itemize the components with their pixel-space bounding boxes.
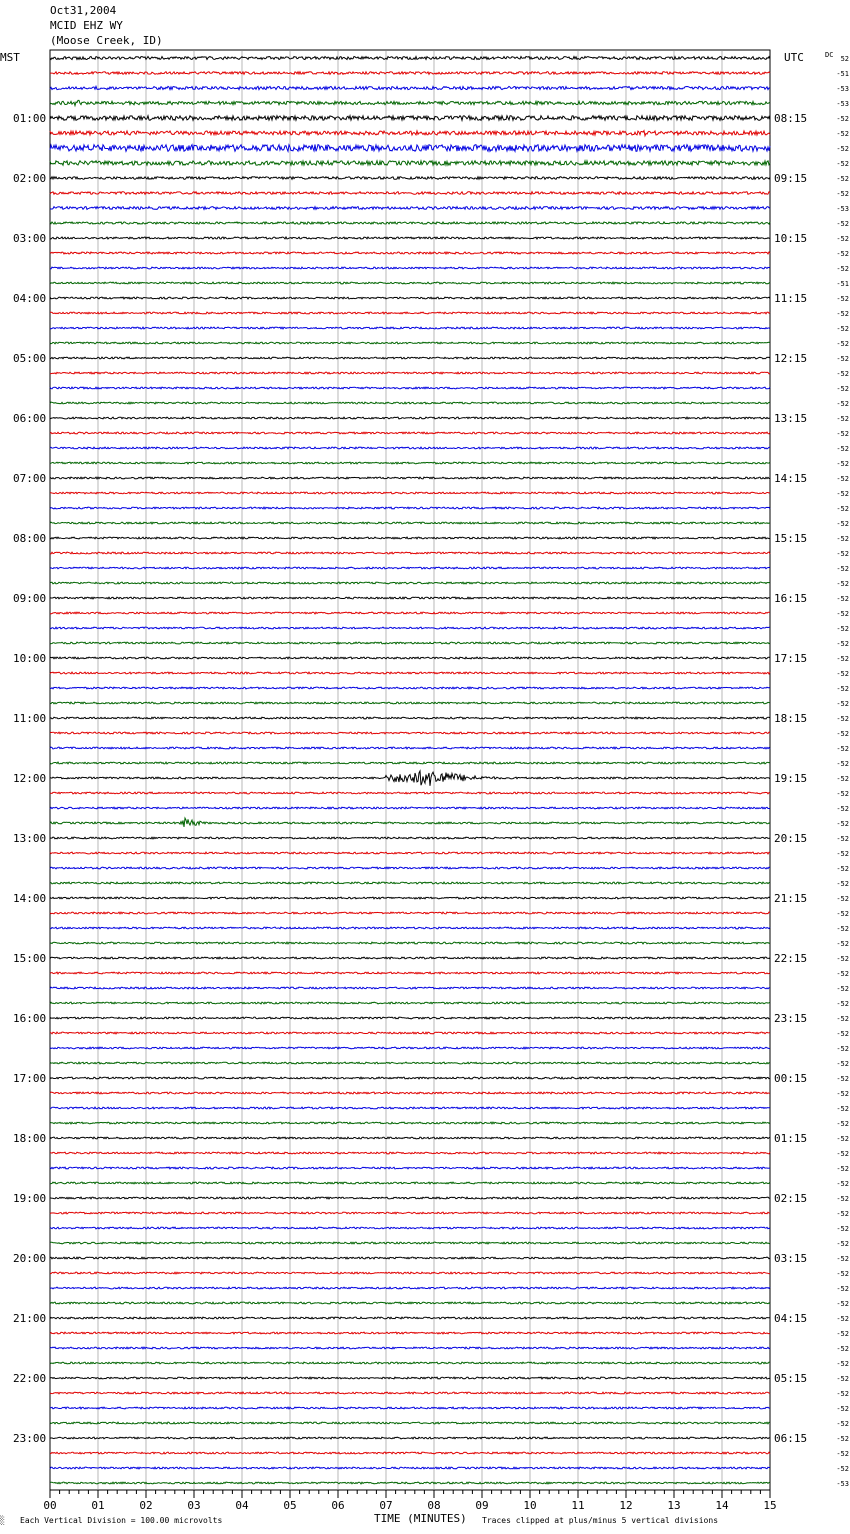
seismic-trace bbox=[50, 1452, 770, 1454]
dc-offset-label: -52 bbox=[836, 220, 849, 228]
dc-offset-label: -52 bbox=[836, 340, 849, 348]
dc-offset-label: -52 bbox=[836, 130, 849, 138]
mst-hour-label: 15:00 bbox=[13, 952, 47, 965]
dc-offset-label: -52 bbox=[836, 1135, 849, 1143]
dc-offset-label: -52 bbox=[836, 460, 849, 468]
seismic-trace bbox=[50, 312, 770, 314]
dc-offset-label: -52 bbox=[836, 1330, 849, 1338]
x-tick-label: 09 bbox=[475, 1499, 489, 1512]
dc-offset-label: -52 bbox=[836, 1300, 849, 1308]
seismic-trace bbox=[50, 432, 770, 434]
x-tick-label: 06 bbox=[331, 1499, 345, 1512]
seismic-trace bbox=[50, 1422, 770, 1424]
mst-hour-label: 21:00 bbox=[13, 1312, 47, 1325]
seismic-trace bbox=[50, 1122, 770, 1124]
seismic-trace bbox=[50, 1332, 770, 1334]
mst-hour-label: 05:00 bbox=[13, 352, 47, 365]
dc-offset-label: -52 bbox=[836, 700, 849, 708]
seismic-trace bbox=[50, 717, 770, 719]
seismic-trace bbox=[50, 237, 770, 239]
utc-hour-label: 09:15 bbox=[774, 172, 808, 185]
seismic-trace bbox=[50, 537, 770, 539]
dc-offset-label: -52 bbox=[836, 490, 849, 498]
x-tick-label: 03 bbox=[187, 1499, 201, 1512]
mst-hour-label: 16:00 bbox=[13, 1012, 47, 1025]
x-tick-label: 13 bbox=[667, 1499, 681, 1512]
dc-offset-label: -52 bbox=[836, 1150, 849, 1158]
seismic-trace bbox=[50, 957, 770, 959]
dc-offset-label: -52 bbox=[836, 715, 849, 723]
dc-offset-label: -52 bbox=[836, 835, 849, 843]
mst-hour-label: 20:00 bbox=[13, 1252, 47, 1265]
dc-offset-label: -52 bbox=[836, 760, 849, 768]
axis-labels bbox=[13, 55, 849, 1512]
utc-hour-label: 05:15 bbox=[774, 1372, 808, 1385]
seismic-trace bbox=[50, 912, 770, 914]
x-tick-label: 07 bbox=[379, 1499, 393, 1512]
dc-offset-label: -52 bbox=[836, 475, 849, 483]
mst-hour-label: 02:00 bbox=[13, 172, 47, 185]
dc-offset-label: -52 bbox=[836, 1015, 849, 1023]
seismic-trace bbox=[50, 282, 770, 284]
dc-offset-label: -52 bbox=[836, 640, 849, 648]
dc-offset-label: -52 bbox=[836, 550, 849, 558]
seismic-trace bbox=[50, 462, 770, 464]
dc-offset-label: -52 bbox=[836, 175, 849, 183]
seismic-trace bbox=[50, 1047, 770, 1049]
mst-hour-label: 10:00 bbox=[13, 652, 47, 665]
seismic-trace bbox=[50, 192, 770, 195]
dc-offset-label: -52 bbox=[836, 400, 849, 408]
dc-offset-label: -52 bbox=[836, 625, 849, 633]
seismic-trace bbox=[50, 342, 770, 344]
seismic-trace bbox=[50, 177, 770, 180]
seismic-trace bbox=[50, 1317, 770, 1319]
dc-offset-label: -52 bbox=[836, 1210, 849, 1218]
seismic-trace bbox=[50, 357, 770, 359]
dc-offset-label: -52 bbox=[836, 1045, 849, 1053]
seismic-trace bbox=[50, 1392, 770, 1394]
seismic-trace bbox=[50, 942, 770, 944]
seismic-trace bbox=[50, 771, 770, 786]
mst-hour-label: 23:00 bbox=[13, 1432, 47, 1445]
seismic-trace bbox=[50, 1167, 770, 1169]
dc-offset-label: -53 bbox=[836, 100, 849, 108]
x-axis-title: TIME (MINUTES) bbox=[374, 1512, 467, 1525]
plot-date: Oct31,2004 bbox=[50, 4, 117, 17]
seismic-trace bbox=[50, 1212, 770, 1214]
utc-hour-label: 00:15 bbox=[774, 1072, 808, 1085]
seismic-trace bbox=[50, 627, 770, 629]
seismic-trace bbox=[50, 867, 770, 869]
seismic-trace bbox=[50, 792, 770, 794]
dc-offset-label: -52 bbox=[836, 865, 849, 873]
station-location: (Moose Creek, ID) bbox=[50, 34, 163, 47]
seismic-trace bbox=[50, 161, 770, 165]
mst-hour-label: 13:00 bbox=[13, 832, 47, 845]
dc-offset-label: -52 bbox=[836, 895, 849, 903]
dc-offset-label: -52 bbox=[836, 1225, 849, 1233]
seismic-trace bbox=[50, 747, 770, 749]
dc-offset-label: -52 bbox=[836, 805, 849, 813]
dc-offset-label: -53 bbox=[836, 85, 849, 93]
seismic-trace bbox=[50, 1437, 770, 1439]
mst-hour-label: 04:00 bbox=[13, 292, 47, 305]
seismic-trace bbox=[50, 1182, 770, 1184]
seismic-trace bbox=[50, 1257, 770, 1259]
dc-offset-label: -52 bbox=[836, 655, 849, 663]
utc-hour-label: 14:15 bbox=[774, 472, 808, 485]
dc-offset-label: -53 bbox=[836, 1480, 849, 1488]
utc-hour-label: 10:15 bbox=[774, 232, 808, 245]
utc-hour-label: 12:15 bbox=[774, 352, 808, 365]
seismic-trace bbox=[50, 552, 770, 554]
utc-hour-label: 15:15 bbox=[774, 532, 808, 545]
dc-offset-label: -52 bbox=[836, 850, 849, 858]
seismic-trace bbox=[50, 522, 770, 524]
seismic-trace bbox=[50, 1032, 770, 1034]
utc-axis-title: UTC bbox=[784, 51, 804, 64]
mst-hour-label: 17:00 bbox=[13, 1072, 47, 1085]
dc-offset-label: -51 bbox=[836, 280, 849, 288]
seismic-trace bbox=[50, 987, 770, 989]
dc-offset-label: -52 bbox=[836, 1345, 849, 1353]
seismic-trace bbox=[50, 612, 770, 614]
seismic-trace bbox=[50, 1287, 770, 1289]
dc-offset-label: -52 bbox=[836, 145, 849, 153]
dc-offset-label: -52 bbox=[836, 1195, 849, 1203]
mst-hour-label: 03:00 bbox=[13, 232, 47, 245]
x-tick-label: 10 bbox=[523, 1499, 537, 1512]
seismic-trace bbox=[50, 402, 770, 404]
dc-offset-label: -52 bbox=[836, 190, 849, 198]
dc-offset-label: -52 bbox=[836, 1030, 849, 1038]
dc-offset-label: -52 bbox=[836, 415, 849, 423]
seismic-trace bbox=[50, 1017, 770, 1019]
dc-offset-label: -52 bbox=[836, 1075, 849, 1083]
dc-offset-label: -52 bbox=[836, 1180, 849, 1188]
dc-offset-label: -52 bbox=[836, 1315, 849, 1323]
utc-hour-label: 01:15 bbox=[774, 1132, 808, 1145]
seismic-trace bbox=[50, 297, 770, 299]
seismic-trace bbox=[50, 1227, 770, 1229]
utc-hour-label: 17:15 bbox=[774, 652, 808, 665]
dc-offset-label: -52 bbox=[836, 1465, 849, 1473]
dc-offset-label: -52 bbox=[836, 1120, 849, 1128]
corner-mark: ░ bbox=[0, 1516, 5, 1525]
dc-offset-label: -52 bbox=[836, 1060, 849, 1068]
utc-hour-label: 06:15 bbox=[774, 1432, 808, 1445]
seismic-trace bbox=[50, 567, 770, 569]
seismic-trace bbox=[50, 762, 770, 764]
x-tick-label: 12 bbox=[619, 1499, 633, 1512]
seismic-trace bbox=[50, 972, 770, 974]
seismic-trace bbox=[50, 100, 770, 105]
dc-offset-label: -52 bbox=[836, 730, 849, 738]
seismic-trace bbox=[50, 1302, 770, 1304]
seismic-trace bbox=[50, 818, 770, 827]
seismic-trace bbox=[50, 687, 770, 689]
seismic-trace bbox=[50, 477, 770, 479]
seismic-trace bbox=[50, 1197, 770, 1199]
dc-offset-label: -52 bbox=[836, 325, 849, 333]
dc-offset-label: -52 bbox=[836, 160, 849, 168]
dc-offset-label: -52 bbox=[836, 1450, 849, 1458]
seismic-trace bbox=[50, 1272, 770, 1274]
x-tick-label: 11 bbox=[571, 1499, 585, 1512]
dc-offset-label: -52 bbox=[836, 820, 849, 828]
seismic-trace bbox=[50, 1377, 770, 1379]
x-tick-label: 08 bbox=[427, 1499, 441, 1512]
seismic-trace bbox=[50, 327, 770, 329]
seismic-trace bbox=[50, 1242, 770, 1244]
seismic-trace bbox=[50, 732, 770, 734]
dc-offset-label: -52 bbox=[836, 610, 849, 618]
dc-offset-label: -52 bbox=[836, 1255, 849, 1263]
dc-offset-label: -52 bbox=[836, 265, 849, 273]
utc-hour-label: 04:15 bbox=[774, 1312, 808, 1325]
utc-hour-label: 02:15 bbox=[774, 1192, 808, 1205]
dc-offset-label: -52 bbox=[836, 1090, 849, 1098]
mst-axis-title: MST bbox=[0, 51, 20, 64]
seismic-trace bbox=[50, 116, 770, 121]
seismic-trace bbox=[50, 597, 770, 599]
x-tick-label: 04 bbox=[235, 1499, 249, 1512]
dc-offset-label: -52 bbox=[836, 1270, 849, 1278]
station-code: MCID EHZ WY bbox=[50, 19, 123, 32]
seismic-trace bbox=[50, 1362, 770, 1364]
seismic-trace bbox=[50, 252, 770, 254]
seismic-trace bbox=[50, 657, 770, 659]
dc-offset-label: -52 bbox=[836, 565, 849, 573]
mst-hour-label: 22:00 bbox=[13, 1372, 47, 1385]
mst-hour-label: 12:00 bbox=[13, 772, 47, 785]
dc-offset-label: 52 bbox=[840, 55, 849, 63]
dc-offset-label: -52 bbox=[836, 1285, 849, 1293]
seismic-trace bbox=[50, 1467, 770, 1469]
dc-offset-label: -52 bbox=[836, 430, 849, 438]
x-tick-label: 01 bbox=[91, 1499, 105, 1512]
dc-offset-label: -53 bbox=[836, 205, 849, 213]
dc-offset-label: -52 bbox=[836, 745, 849, 753]
utc-hour-label: 08:15 bbox=[774, 112, 808, 125]
dc-offset-label: -52 bbox=[836, 295, 849, 303]
dc-offset-label: -52 bbox=[836, 310, 849, 318]
dc-offset-label: -52 bbox=[836, 535, 849, 543]
seismic-trace bbox=[50, 492, 770, 494]
dc-offset-label: -52 bbox=[836, 520, 849, 528]
dc-offset-label: -52 bbox=[836, 385, 849, 393]
dc-offset-label: -52 bbox=[836, 1420, 849, 1428]
seismic-trace bbox=[50, 1062, 770, 1064]
mst-hour-label: 01:00 bbox=[13, 112, 47, 125]
dc-offset-label: -52 bbox=[836, 940, 849, 948]
dc-offset-label: -52 bbox=[836, 910, 849, 918]
seismic-trace bbox=[50, 927, 770, 929]
utc-hour-label: 20:15 bbox=[774, 832, 808, 845]
dc-offset-label: -52 bbox=[836, 985, 849, 993]
seismic-trace bbox=[50, 672, 770, 674]
dc-offset-label: -52 bbox=[836, 1360, 849, 1368]
seismic-trace bbox=[50, 642, 770, 644]
seismic-trace bbox=[50, 86, 770, 89]
utc-hour-label: 11:15 bbox=[774, 292, 808, 305]
x-tick-label: 14 bbox=[715, 1499, 729, 1512]
dc-offset-label: -52 bbox=[836, 1240, 849, 1248]
seismic-trace bbox=[50, 807, 770, 809]
mst-hour-label: 18:00 bbox=[13, 1132, 47, 1145]
utc-hour-label: 23:15 bbox=[774, 1012, 808, 1025]
dc-offset-label: -52 bbox=[836, 115, 849, 123]
dc-offset-label: -52 bbox=[836, 580, 849, 588]
seismic-trace bbox=[50, 144, 770, 151]
mst-hour-label: 08:00 bbox=[13, 532, 47, 545]
scale-note: Each Vertical Division = 100.00 microvolts bbox=[20, 1516, 223, 1525]
dc-offset-label: -52 bbox=[836, 925, 849, 933]
dc-offset-label: -52 bbox=[836, 595, 849, 603]
x-tick-label: 02 bbox=[139, 1499, 153, 1512]
mst-hour-label: 14:00 bbox=[13, 892, 47, 905]
x-tick-label: 05 bbox=[283, 1499, 297, 1512]
mst-hour-label: 11:00 bbox=[13, 712, 47, 725]
utc-hour-label: 22:15 bbox=[774, 952, 808, 965]
dc-offset-label: -52 bbox=[836, 670, 849, 678]
dc-offset-label: -52 bbox=[836, 955, 849, 963]
utc-hour-label: 13:15 bbox=[774, 412, 808, 425]
dc-offset-label: -52 bbox=[836, 250, 849, 258]
seismic-trace bbox=[50, 1002, 770, 1004]
dc-offset-label: -52 bbox=[836, 1165, 849, 1173]
dc-offset-label: -52 bbox=[836, 1435, 849, 1443]
dc-offset-label: -52 bbox=[836, 685, 849, 693]
dc-offset-label: -52 bbox=[836, 445, 849, 453]
seismic-trace bbox=[50, 852, 770, 854]
seismic-trace bbox=[50, 702, 770, 704]
dc-offset-label: -52 bbox=[836, 1405, 849, 1413]
x-tick-label: 15 bbox=[763, 1499, 777, 1512]
seismic-trace bbox=[50, 507, 770, 509]
seismic-trace bbox=[50, 897, 770, 899]
mst-hour-label: 07:00 bbox=[13, 472, 47, 485]
seismic-trace bbox=[50, 1107, 770, 1109]
seismic-trace bbox=[50, 57, 770, 60]
seismic-trace bbox=[50, 1152, 770, 1154]
seismic-trace bbox=[50, 582, 770, 584]
dc-offset-label: -52 bbox=[836, 880, 849, 888]
seismic-trace bbox=[50, 1137, 770, 1139]
dc-offset-label: -52 bbox=[836, 970, 849, 978]
utc-hour-label: 03:15 bbox=[774, 1252, 808, 1265]
seismic-trace bbox=[50, 837, 770, 839]
clip-note: Traces clipped at plus/minus 5 vertical divisions bbox=[482, 1516, 719, 1525]
dc-offset-label: -52 bbox=[836, 1375, 849, 1383]
seismic-trace bbox=[50, 1482, 770, 1484]
mst-hour-label: 19:00 bbox=[13, 1192, 47, 1205]
seismic-trace bbox=[50, 882, 770, 884]
dc-offset-label: -52 bbox=[836, 370, 849, 378]
seismic-trace bbox=[50, 131, 770, 136]
x-tick-label: 00 bbox=[43, 1499, 57, 1512]
dc-offset-label: -52 bbox=[836, 1105, 849, 1113]
seismic-trace bbox=[50, 1077, 770, 1079]
seismic-trace bbox=[50, 1407, 770, 1409]
seismic-trace bbox=[50, 1092, 770, 1094]
seismic-trace bbox=[50, 372, 770, 374]
seismic-trace bbox=[50, 447, 770, 449]
utc-hour-label: 19:15 bbox=[774, 772, 808, 785]
seismic-trace bbox=[50, 417, 770, 419]
utc-hour-label: 21:15 bbox=[774, 892, 808, 905]
dc-offset-label: -52 bbox=[836, 505, 849, 513]
seismic-trace bbox=[50, 207, 770, 210]
dc-offset-label: -52 bbox=[836, 355, 849, 363]
dc-offset-label: -51 bbox=[836, 70, 849, 78]
seismic-trace bbox=[50, 72, 770, 75]
dc-header: DC bbox=[825, 51, 834, 59]
seismic-trace bbox=[50, 1347, 770, 1349]
dc-offset-label: -52 bbox=[836, 1000, 849, 1008]
utc-hour-label: 16:15 bbox=[774, 592, 808, 605]
utc-hour-label: 18:15 bbox=[774, 712, 808, 725]
dc-offset-label: -52 bbox=[836, 775, 849, 783]
dc-offset-label: -52 bbox=[836, 790, 849, 798]
seismic-trace bbox=[50, 267, 770, 269]
dc-offset-label: -52 bbox=[836, 235, 849, 243]
mst-hour-label: 09:00 bbox=[13, 592, 47, 605]
seismic-trace bbox=[50, 387, 770, 389]
seismic-trace bbox=[50, 222, 770, 224]
seismic-traces bbox=[50, 57, 770, 1484]
mst-hour-label: 06:00 bbox=[13, 412, 47, 425]
dc-offset-label: -52 bbox=[836, 1390, 849, 1398]
